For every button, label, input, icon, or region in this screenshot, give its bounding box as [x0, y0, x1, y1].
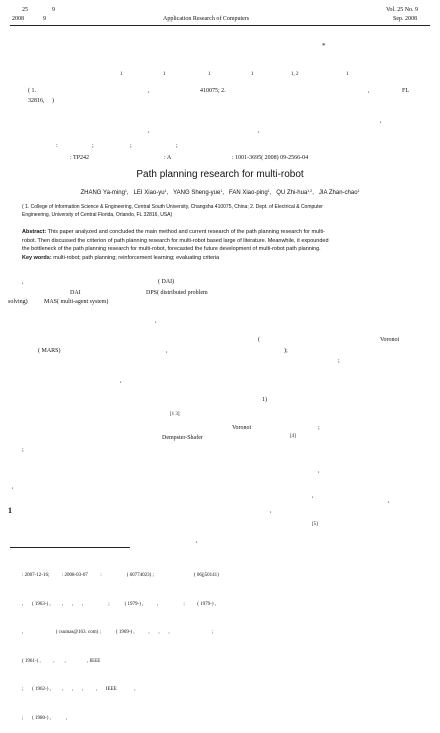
author-sup: 1: [267, 189, 270, 193]
author-sup: 1: [124, 189, 127, 193]
author-name: QU Zhi-hua: [276, 190, 308, 196]
author-sup: 1: [164, 189, 167, 193]
cn-title-footnote-mark: *: [322, 42, 326, 50]
abstract-line: robot. Then discussed the criterion of path planning research for multi-robot based large of literature. Meanwhile, it expounded: [22, 237, 329, 244]
cn-keyword-mark: ;: [176, 143, 178, 149]
body-mars: ( MARS): [38, 348, 61, 354]
header-issue: 9: [52, 7, 55, 13]
author-name: LEI Xiao-yu: [133, 190, 165, 196]
body-mark: ,: [12, 484, 14, 490]
keywords-text: multi-robot; path planning; reinforcement learning; evaluating criteria: [53, 254, 220, 261]
body-mark: ,: [155, 318, 157, 324]
cn-author-sup: 1: [120, 72, 123, 77]
body-paren-open: (: [258, 337, 260, 343]
header-rule: [10, 25, 430, 26]
footnote-received: : 2007-12-16; : 2008-03-07 : ( 60774023) ; ( 06jj50141): [22, 573, 219, 578]
header-right-volume: Vol. 25 No. 9: [386, 7, 419, 13]
body-solving: solving): [8, 299, 28, 305]
body-voronoi: Voronoi: [380, 337, 400, 343]
keywords-label: Key words:: [22, 254, 52, 261]
body-mark: ,: [196, 538, 198, 544]
body-item-1: 1): [262, 397, 267, 403]
author-name: YANG Sheng-yue: [173, 190, 221, 196]
footnote-rule: [10, 547, 130, 548]
header-journal-name: Application Research of Computers: [163, 16, 250, 22]
body-semicolon: ;: [318, 425, 320, 431]
cn-author-sup: 1: [346, 72, 349, 77]
section-heading-1: 1: [8, 506, 12, 515]
header-volume: 25: [22, 7, 28, 13]
citation-4: [4]: [290, 434, 296, 439]
abstract-label: Abstract:: [22, 229, 47, 235]
body-mark: ,: [270, 508, 272, 514]
cn-affiliation-comma: ,: [368, 88, 370, 94]
cn-keyword-mark: :: [56, 143, 58, 149]
cn-author-sup: 1: [251, 72, 254, 77]
footnotes: [22, 552, 219, 733]
cn-keyword-mark: ;: [92, 143, 94, 149]
cn-keyword-mark: ;: [130, 143, 132, 149]
english-affiliation: [22, 203, 323, 219]
cn-abstract-mark: ,: [380, 118, 382, 124]
document-code: : A: [164, 155, 172, 161]
author-sup: 1: [357, 189, 360, 193]
abstract-line: This paper analyzed and concluded the main method and current research of the path planning research for multi-: [47, 229, 325, 235]
body-mark: ,: [120, 378, 122, 384]
cn-abstract-mark: ,: [148, 128, 150, 134]
cn-affiliation-state: FL: [402, 88, 410, 94]
cn-affiliation-comma: ,: [148, 88, 150, 94]
cn-author-sup: 1, 2: [291, 72, 299, 77]
body-semicolon: ;: [338, 358, 340, 364]
cn-abstract-mark: ,: [258, 128, 260, 134]
body-mark: ,: [166, 348, 168, 354]
body-mark: ,: [318, 468, 320, 474]
footnote-author-bio: ; ( 1962-) , , , , , IEEE ,: [22, 687, 136, 692]
body-semicolon: ;: [22, 447, 24, 453]
footnote-author-bio: , ( 1963-) , , , , ; ( 1979-) , , ; ( 1979-) ,: [22, 601, 217, 607]
body-dai: ( DAI): [158, 279, 175, 285]
article-number: : 1001-3695( 2008) 09-2566-04: [232, 155, 309, 161]
body-mas: MAS( multi-agent system): [44, 299, 109, 305]
body-paren-close: );: [284, 348, 288, 354]
body-dps: DPS( distributed problem: [146, 290, 208, 296]
body-mark: ,: [312, 493, 314, 499]
author-name: ZHANG Ya-ming: [80, 190, 125, 196]
author-sup: 1: [220, 189, 223, 193]
body-dai-abbr: DAI: [70, 290, 81, 296]
author-name: JIA Zhan-chao: [318, 190, 358, 196]
header-year: 2008: [12, 16, 24, 22]
cn-affiliation-start: ( 1.: [28, 88, 36, 94]
author-name: FAN Xiao-ping: [228, 190, 268, 196]
cn-affiliation-line2: 32816, ): [28, 98, 54, 104]
cn-affiliation-postcode: 410075; 2.: [200, 88, 226, 94]
abstract-line: the bottleneck of the path planning research for multi-robot, forecasted the future development of multi-robot path planning.: [22, 246, 321, 252]
body-dempster-shafer: Dempster-Shafer: [162, 435, 203, 441]
body-mark: ,: [22, 279, 24, 285]
affiliation-line: ( 1. College of Information Science & Engineering, Central South University, Changsha 410075, China; 2. Dept. of Electrical & Computer: [22, 204, 323, 210]
clc-number: : TP242: [70, 155, 90, 161]
cn-author-sup: 1: [208, 72, 211, 77]
footnote-author-bio: ( 1961-) , , , , IEEE: [22, 658, 101, 664]
english-authors: ZHANG Ya-ming$^1$, LEI Xiao-$yu^1$, YANG Sheng-yue$^1$, FAN Xiao-ping$^1$, QU Zhi-hua$^{1,2}$, JIA Zhan-chao$^1$: [80, 189, 360, 196]
author-sup: 1,2: [307, 189, 313, 193]
header-right-date: Sep. 2008: [393, 16, 417, 22]
cn-author-sup: 1: [163, 72, 166, 77]
body-mark: ,: [388, 498, 390, 504]
footnote-author-bio: , ( csumas@163. com) ; ( 1969-) , , , , ;: [22, 630, 214, 635]
body-voronoi: Voronoi: [232, 425, 252, 431]
affiliation-line: Engineering, University of Central Florida, Orlando, FL 32816, USA): [22, 212, 173, 218]
citation-1-3: [1 3]: [170, 412, 180, 417]
english-title: Path planning research for multi-robot: [136, 169, 304, 180]
english-abstract: [22, 228, 422, 262]
citation-5: [5]: [312, 522, 318, 527]
header-month: 9: [43, 16, 46, 22]
footnote-author-bio: ; ( 1980-) , ,: [22, 715, 68, 721]
